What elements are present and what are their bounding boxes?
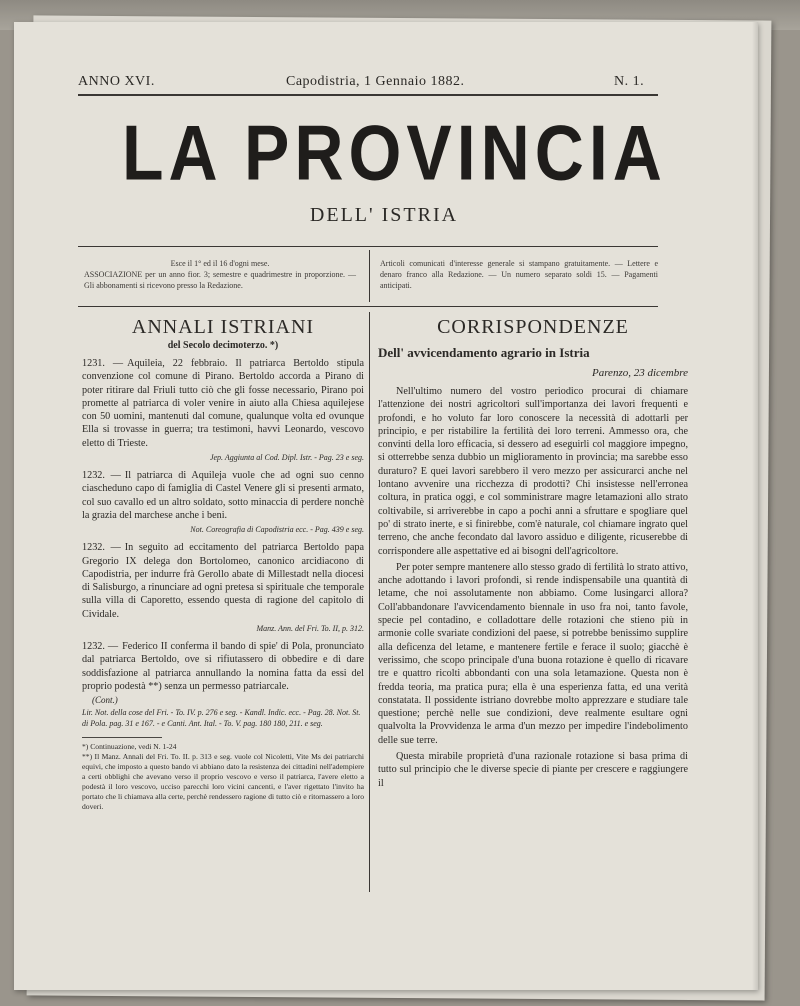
annali-subtitle: del Secolo decimoterzo. *) bbox=[167, 340, 279, 351]
body-rule bbox=[78, 306, 658, 307]
annali-entry bbox=[82, 469, 364, 522]
continued-label: (Cont.) bbox=[92, 695, 118, 706]
page-edge-shadow bbox=[752, 22, 758, 990]
entry-source: Not. Coreografia di Capodistria ecc. - Pag. 439 e seg. bbox=[190, 525, 364, 535]
article-paragraph: Questa mirabile proprietà d'una razionale rotazione si basa prima di tutto sul principio che le diverse specie di piante per crescere e raggiungere il bbox=[378, 751, 688, 789]
article-dateline: Parenzo, 23 dicembre bbox=[591, 367, 688, 379]
newspaper-subtitle: DELL' ISTRIA bbox=[309, 204, 459, 226]
annali-title: ANNALI ISTRIANI bbox=[131, 316, 315, 338]
notice-left-line2: ASSOCIAZIONE per un anno fior. 3; semestre e quadrimestre in proporzione. — Gli abbonamenti si ricevono presso la Redazione. bbox=[84, 270, 356, 290]
article-paragraph: Nell'ultimo numero del vostro periodico procurai di chiamare l'attenzione dei nostri agricoltori sull'importanza dei lavori frequenti e profondi, e ho voluto far loro conoscere la necessità di adottarli per principio, e per ristabilire la fertilità dei loro terreni. Ammesso ora, che convinti della loro efficacia, si dessero ad eseguirli col maggiore impegno, si otterrebbe senza dubbio un miglioramento in provincia; ma sarebbe esso duraturo? E quei lavori sarebbero il vero mezzo per assicurarci anche nel lontano avvenire una ricchezza di prodotti? Chi insistesse nell'erronea coltura, in pratica oggi, e col somministrare magre letamazioni allo strato coltivabile, si arriverebbe in capo a pochi anni a sfruttare e spogliare quel po' di strato inerte, e si finirebbe, com'è naturale, col chiamare ingrato quel terreno, che anche fecondato dal lavoro assiduo e diligente, ricuserebbe di corrispondere alle aspettative ed ai bisogni dell'agricoltore. bbox=[378, 386, 688, 557]
article-title: Dell' avvicendamento agrario in Istria bbox=[378, 345, 590, 360]
entry-year: 1231. — bbox=[82, 358, 124, 369]
entry-text: Il patriarca di Aquileja vuole che ad ogni suo cenno ciascheduno capo di famiglia di Castel Venere gli si presenti armato, col suo cavallo ed un altro soldato, sotto minaccia di perdere nonchè la grazia del marchese anche i beni. bbox=[82, 470, 365, 521]
footnote-rule bbox=[82, 737, 162, 738]
footnote: **) Il Manz. Annali del Fri. To. II. p. 313 e seg. vuole col Nicoletti, Vite Ms dei patriarchi equivi, che imposto a questo bando vi abbiano dato la resistenza dei cittadini nell'adempiere a certi obblighi che avevano verso il proprio vescovo e verso il patriarca, l'avere eletto a podestà il loro vescovo, ucciso parecchi loro vicini cancenti, e l'aver rigettato l'invito ha portato che li chiamava alla certe, perchè rendessero ragione di tutto ciò e ritornassero a loro doveri. bbox=[82, 752, 364, 812]
annali-column bbox=[82, 316, 364, 812]
entry-text: Aquileia, 22 febbraio. Il patriarca Bertoldo stipula convenzione col comune di Pirano. Bertoldo accorda a Pirano di poter ritirare dal Friuli tutto ciò che gli fosse necessario, Pirano poi promette al patriarca di voler venire in aiuto alla Chiesa aquilejese con 50 uomini, mantenuti dal comune, qualunque volta ed ovunque Ella si trovasse in guerra; tra testimoni, havvi Leonardo, vescovo eletto di Trieste. bbox=[82, 358, 365, 449]
corrispondenze-column bbox=[378, 316, 688, 793]
entry-source: Lir. Not. della cose del Fri. - To. IV. p. 276 e seg. - Kandl. Indic. ecc. - Pag. 28. Not. St. di Pola. pag. 31 e 167. - e Canti. Ant. Ital. - To. V. pag. 180 180, 211. e seg. bbox=[82, 708, 361, 729]
annali-entry bbox=[82, 357, 364, 450]
annali-entry bbox=[82, 541, 364, 621]
footnote: *) Continuazione, vedi N. 1-24 bbox=[82, 742, 177, 752]
entry-year: 1232. — bbox=[82, 542, 121, 554]
newspaper-title: LA PROVINCIA bbox=[122, 109, 667, 197]
place-date: Capodistria, 1 Gennaio 1882. bbox=[286, 74, 465, 89]
article-paragraph: Per poter sempre mantenere allo stesso grado di fertilità lo strato attivo, anche adottando i lavori profondi, si rende indispensabile una quantità di letame, che noi assolutamente non abbiamo. Come lusingarci allora? Coll'abbandonare l'avvicendamento biennale in uso fra noi, tanto favole, specie pel contadino, e colladottare delle rotazioni che stieno più in armonie colle svariate condizioni del paese, si potrebbe benissimo supplire alla deficenza del letame, e mantenere fertile e ferace il suolo; giacchè è verissimo, che scopo principale d'una buona rotazione è quello di ricavare tre e quattro ricolti abbondanti con una sola letamazione. Questa non è fredda teoria, ma pratica pura; ella è una esperienza fatta, ed una verità constatata. Il possidente istriano dovrebbe molto apprezzare e studiare tale questione; perchè nelle sue condizioni, deve realmente esultare ogni qualvolta la Provvidenza le arma d'un mezzo per impedire l'indebolimento delle sue terre. bbox=[378, 561, 688, 746]
entry-source: Manz. Ann. del Fri. To. II, p. 312. bbox=[256, 624, 364, 634]
notice-left bbox=[84, 258, 356, 291]
entry-text: Federico II conferma il bando di spie' di Pola, pronunciato dal patriarca Bertoldo, ove si rifiutassero di obbedire e di dare soddisfazione al patriarca annullando la nomina fatta da essi del proprio podestà **) senza un permesso patriarcale. bbox=[82, 641, 365, 692]
column-divider bbox=[369, 312, 370, 892]
corrispondenze-title: CORRISPONDENZE bbox=[437, 316, 629, 338]
notice-right: Articoli comunicati d'interesse generale si stampano gratuitamente. — Lettere e denaro franco alla Redazione. — Un numero separato soldi 15. — Pagamenti anticipati. bbox=[380, 259, 658, 290]
annali-entry bbox=[82, 640, 364, 693]
entry-year: 1232. — bbox=[82, 641, 119, 653]
top-rule bbox=[78, 94, 658, 96]
notice-divider bbox=[369, 250, 370, 302]
issue-year: ANNO XVI. bbox=[78, 74, 155, 89]
issue-number: N. 1. bbox=[614, 74, 645, 89]
newspaper-page bbox=[14, 22, 758, 990]
entry-text: In seguito ad eccitamento del patriarca Bertoldo papa Gregorio IX delega don Bortolomeo, canonico arcidiacono di Capodistria, per indurre frà Gerollo abate di Millestadt nella diocesi di Salisburgo, a rinunciare ad ogni pretesa si spirituale che temporale sulla villa di Caporetto, essendo questa di ragione del capitolo di Cividale. bbox=[82, 542, 365, 620]
entry-source: Jep. Aggiunta al Cod. Dipl. Istr. - Pag. 23 e seg. bbox=[209, 453, 364, 463]
notice-left-line1: Esce il 1° ed il 16 d'ogni mese. bbox=[170, 259, 270, 268]
entry-year: 1232. — bbox=[82, 470, 121, 482]
header-rule bbox=[78, 246, 658, 247]
